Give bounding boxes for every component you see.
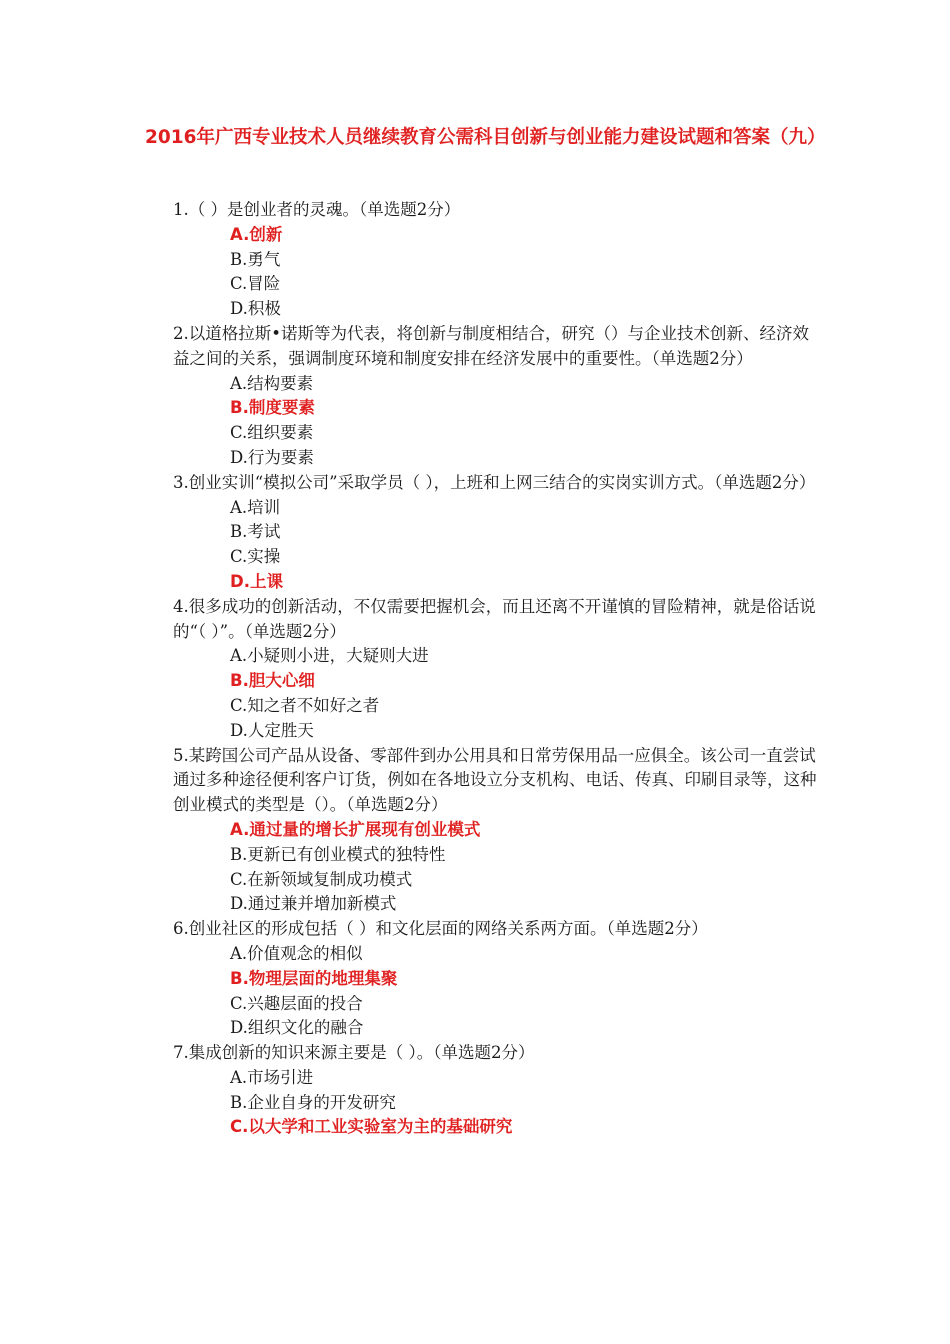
answer-option: C.知之者不如好之者 <box>230 695 380 715</box>
answer-option: A.小疑则小进，大疑则大进 <box>230 646 429 666</box>
answer-option: C.组织要素 <box>230 423 314 443</box>
answer-option: C.冒险 <box>230 274 281 294</box>
question-stem: 3.创业实训“模拟公司”采取学员（ ），上班和上网三结合的实岗实训方式。（单选题2分） <box>173 472 816 492</box>
answer-option: C.实操 <box>230 547 281 567</box>
question-block <box>173 198 823 322</box>
question-stem: 5.某跨国公司产品从设备、零部件到办公用具和日常劳保用品一应俱全。该公司一直尝试通过多种途径便利客户订货，例如在各地设立分支机构、电话、传真、印刷目录等，这种创业模式的类型是（）。（单选题2分） <box>173 745 817 815</box>
answer-option: D.通过兼并增加新模式 <box>230 894 397 914</box>
answer-option: B.企业自身的开发研究 <box>230 1092 396 1112</box>
question-stem: 7.集成创新的知识来源主要是（ ）。（单选题2分） <box>173 1043 535 1063</box>
answer-option: D.积极 <box>230 299 281 319</box>
question-block <box>173 322 823 471</box>
answer-option: D.人定胜天 <box>230 720 314 740</box>
answer-option: B.勇气 <box>230 249 281 269</box>
answer-option: D.组织文化的融合 <box>230 1018 364 1038</box>
answer-option: D.行为要素 <box>230 447 314 467</box>
question-block <box>173 595 823 744</box>
document-title: 2016年广西专业技术人员继续教育公需科目创新与创业能力建设试题和答案（九） <box>145 127 826 148</box>
correct-answer-option: C.以大学和工业实验室为主的基础研究 <box>230 1117 513 1137</box>
answer-option: A.培训 <box>230 497 281 517</box>
answer-option: A.价值观念的相似 <box>230 943 363 963</box>
answer-option: B.考试 <box>230 522 281 542</box>
question-block <box>173 471 823 595</box>
answer-option: C.在新领域复制成功模式 <box>230 869 413 889</box>
correct-answer-option: A.通过量的增长扩展现有创业模式 <box>230 819 481 839</box>
correct-answer-option: A.创新 <box>230 224 283 244</box>
correct-answer-option: B.物理层面的地理集聚 <box>230 968 398 988</box>
answer-option: A.结构要素 <box>230 373 314 393</box>
correct-answer-option: D.上课 <box>230 571 283 591</box>
answer-option: C.兴趣层面的投合 <box>230 993 363 1013</box>
question-stem: 4.很多成功的创新活动，不仅需要把握机会，而且还离不开谨慎的冒险精神，就是俗话说的“（ ）”。（单选题2分） <box>173 596 816 641</box>
question-stem: 1.（ ）是创业者的灵魂。（单选题2分） <box>173 200 461 219</box>
answer-option: A.市场引进 <box>230 1067 314 1087</box>
question-list <box>173 198 823 1140</box>
question-block <box>173 917 823 1041</box>
question-block <box>173 1041 823 1140</box>
correct-answer-option: B.胆大心细 <box>230 671 315 691</box>
answer-option: B.更新已有创业模式的独特性 <box>230 844 446 864</box>
question-block <box>173 744 823 918</box>
correct-answer-option: B.制度要素 <box>230 398 315 418</box>
question-stem: 6.创业社区的形成包括（ ）和文化层面的网络关系两方面。（单选题2分） <box>173 919 708 939</box>
question-stem: 2.以道格拉斯•诺斯等为代表，将创新与制度相结合，研究（）与企业技术创新、经济效益之间的关系，强调制度环境和制度安排在经济发展中的重要性。（单选题2分） <box>173 323 809 368</box>
